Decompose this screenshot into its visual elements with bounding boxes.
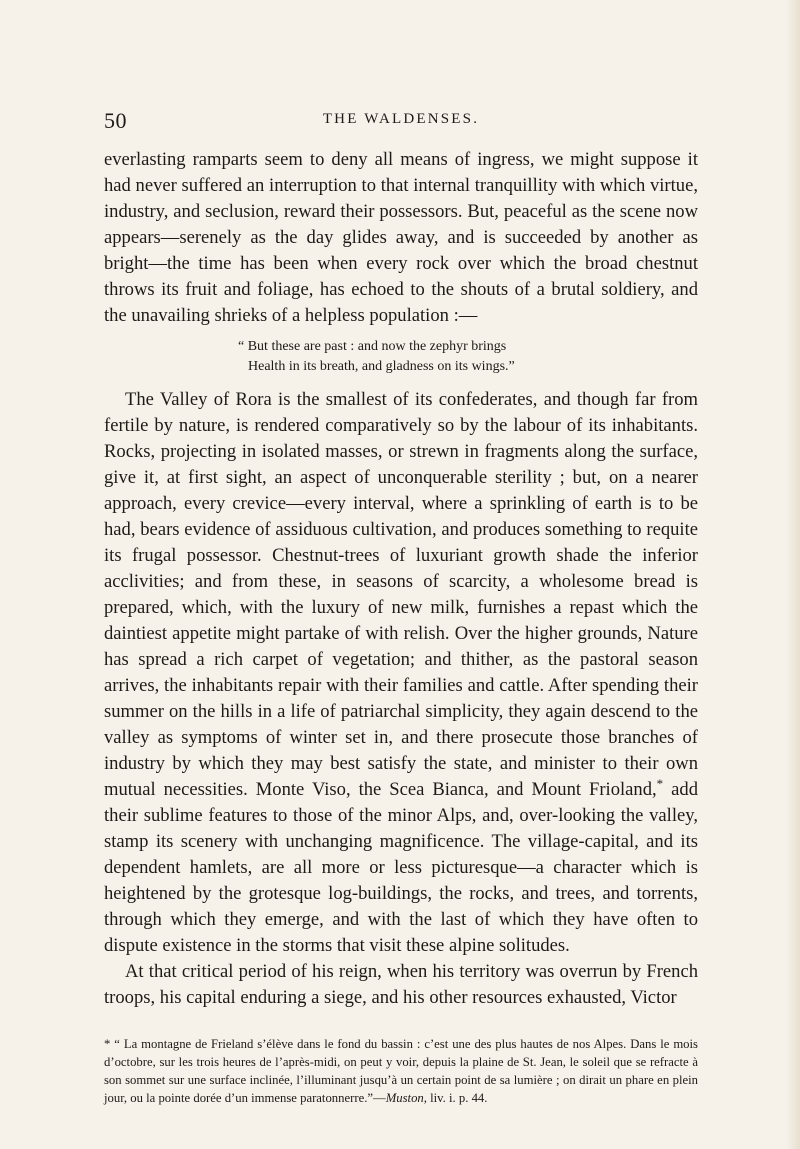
page-edge-shadow [786,0,800,1149]
paragraph-2-part-1: The Valley of Rora is the smallest of its confederates, and though far from fertile by nature, is rendered comparatively so by the labour of its inhabitants. Rocks, projecting in isolated masses, or strewn in fragments along the surface, give it, at first sight, an aspect of unconquerable sterility ; but, on a nearer approach, every crevice—every interval, where a sprinkling of earth is to be had, bears evidence of assiduous cultivation, and produces something to requite its frugal possessor. Chestnut-trees of luxuriant growth shade the inferior acclivities; and from these, in seasons of scarcity, a wholesome bread is prepared, which, with the luxury of new milk, furnishes a repast which the daintiest appetite might partake of with relish. Over the higher grounds, Nature has spread a rich carpet of vegetation; and thither, as the pastoral season arrives, the inhabitants repair with their families and cattle. After spending their summer on the hills in a life of patriarchal simplicity, they again descend to the valley as symptoms of winter set in, and there prosecute those branches of industry by which they may best satisfy the state, and minister to their own mutual necessities. Monte Viso, the Scea Bianca, and Mount Frioland, [104,389,698,800]
footnote-reference-mark: * [656,775,664,791]
page-header [104,108,698,132]
body-text [104,147,698,1011]
running-title: THE WALDENSES. [322,111,480,127]
verse-line-2: Health in its breath, and gladness on its wings.” [248,359,515,374]
paragraph-2 [104,387,698,959]
paragraph-2-part-2: add their sublime features to those of the minor Alps, and, over-looking the valley, stamp its scenery with unchanging magnificence. The village-capital, and its dependent hamlets, are all more or less picturesque—a character which is heightened by the grotesque log-buildings, the rocks, and trees, and torrents, through which they emerge, and with the last of which they have often to dispute existence in the storms that visit these alpine solitudes. [104,779,698,956]
footnote-text: * “ La montagne de Frieland s’élève dans le fond du bassin : c’est une des plus hautes de nos Alpes. Dans le mois d’octobre, sur les trois heures de l’après-midi, on peut y voir, depuis la plaine de St. Jean, le soleil que se refracte à son sommet sur une surface inclinée, l’illuminant jusqu’à un certain point de sa lumière ; on dirait un phare en plein jour, ou la pointe dorée d’un immense paratonnerre.”— [104,1037,698,1105]
paragraph-1: everlasting ramparts seem to deny all means of ingress, we might suppose it had never suffered an interruption to that internal tranquillity with which virtue, industry, and seclusion, reward their possessors. But, peaceful as the scene now appears—serenely as the day glides away, and is succeeded by another as bright—the time has been when every rock over which the broad chestnut throws its fruit and foliage, has echoed to the shouts of a brutal soldiery, and the unavailing shrieks of a helpless population :— [104,149,698,326]
verse-quotation [104,337,698,377]
paragraph-3: At that critical period of his reign, when his territory was overrun by French troops, his capital enduring a siege, and his other resources exhausted, Victor [104,961,698,1008]
footnote-source: Muston, [385,1091,427,1105]
verse-line-1: “ But these are past : and now the zephyr brings [238,339,507,354]
footnote [104,1035,698,1107]
footnote-citation: liv. i. p. 44. [426,1091,488,1105]
page-number: 50 [104,108,127,133]
